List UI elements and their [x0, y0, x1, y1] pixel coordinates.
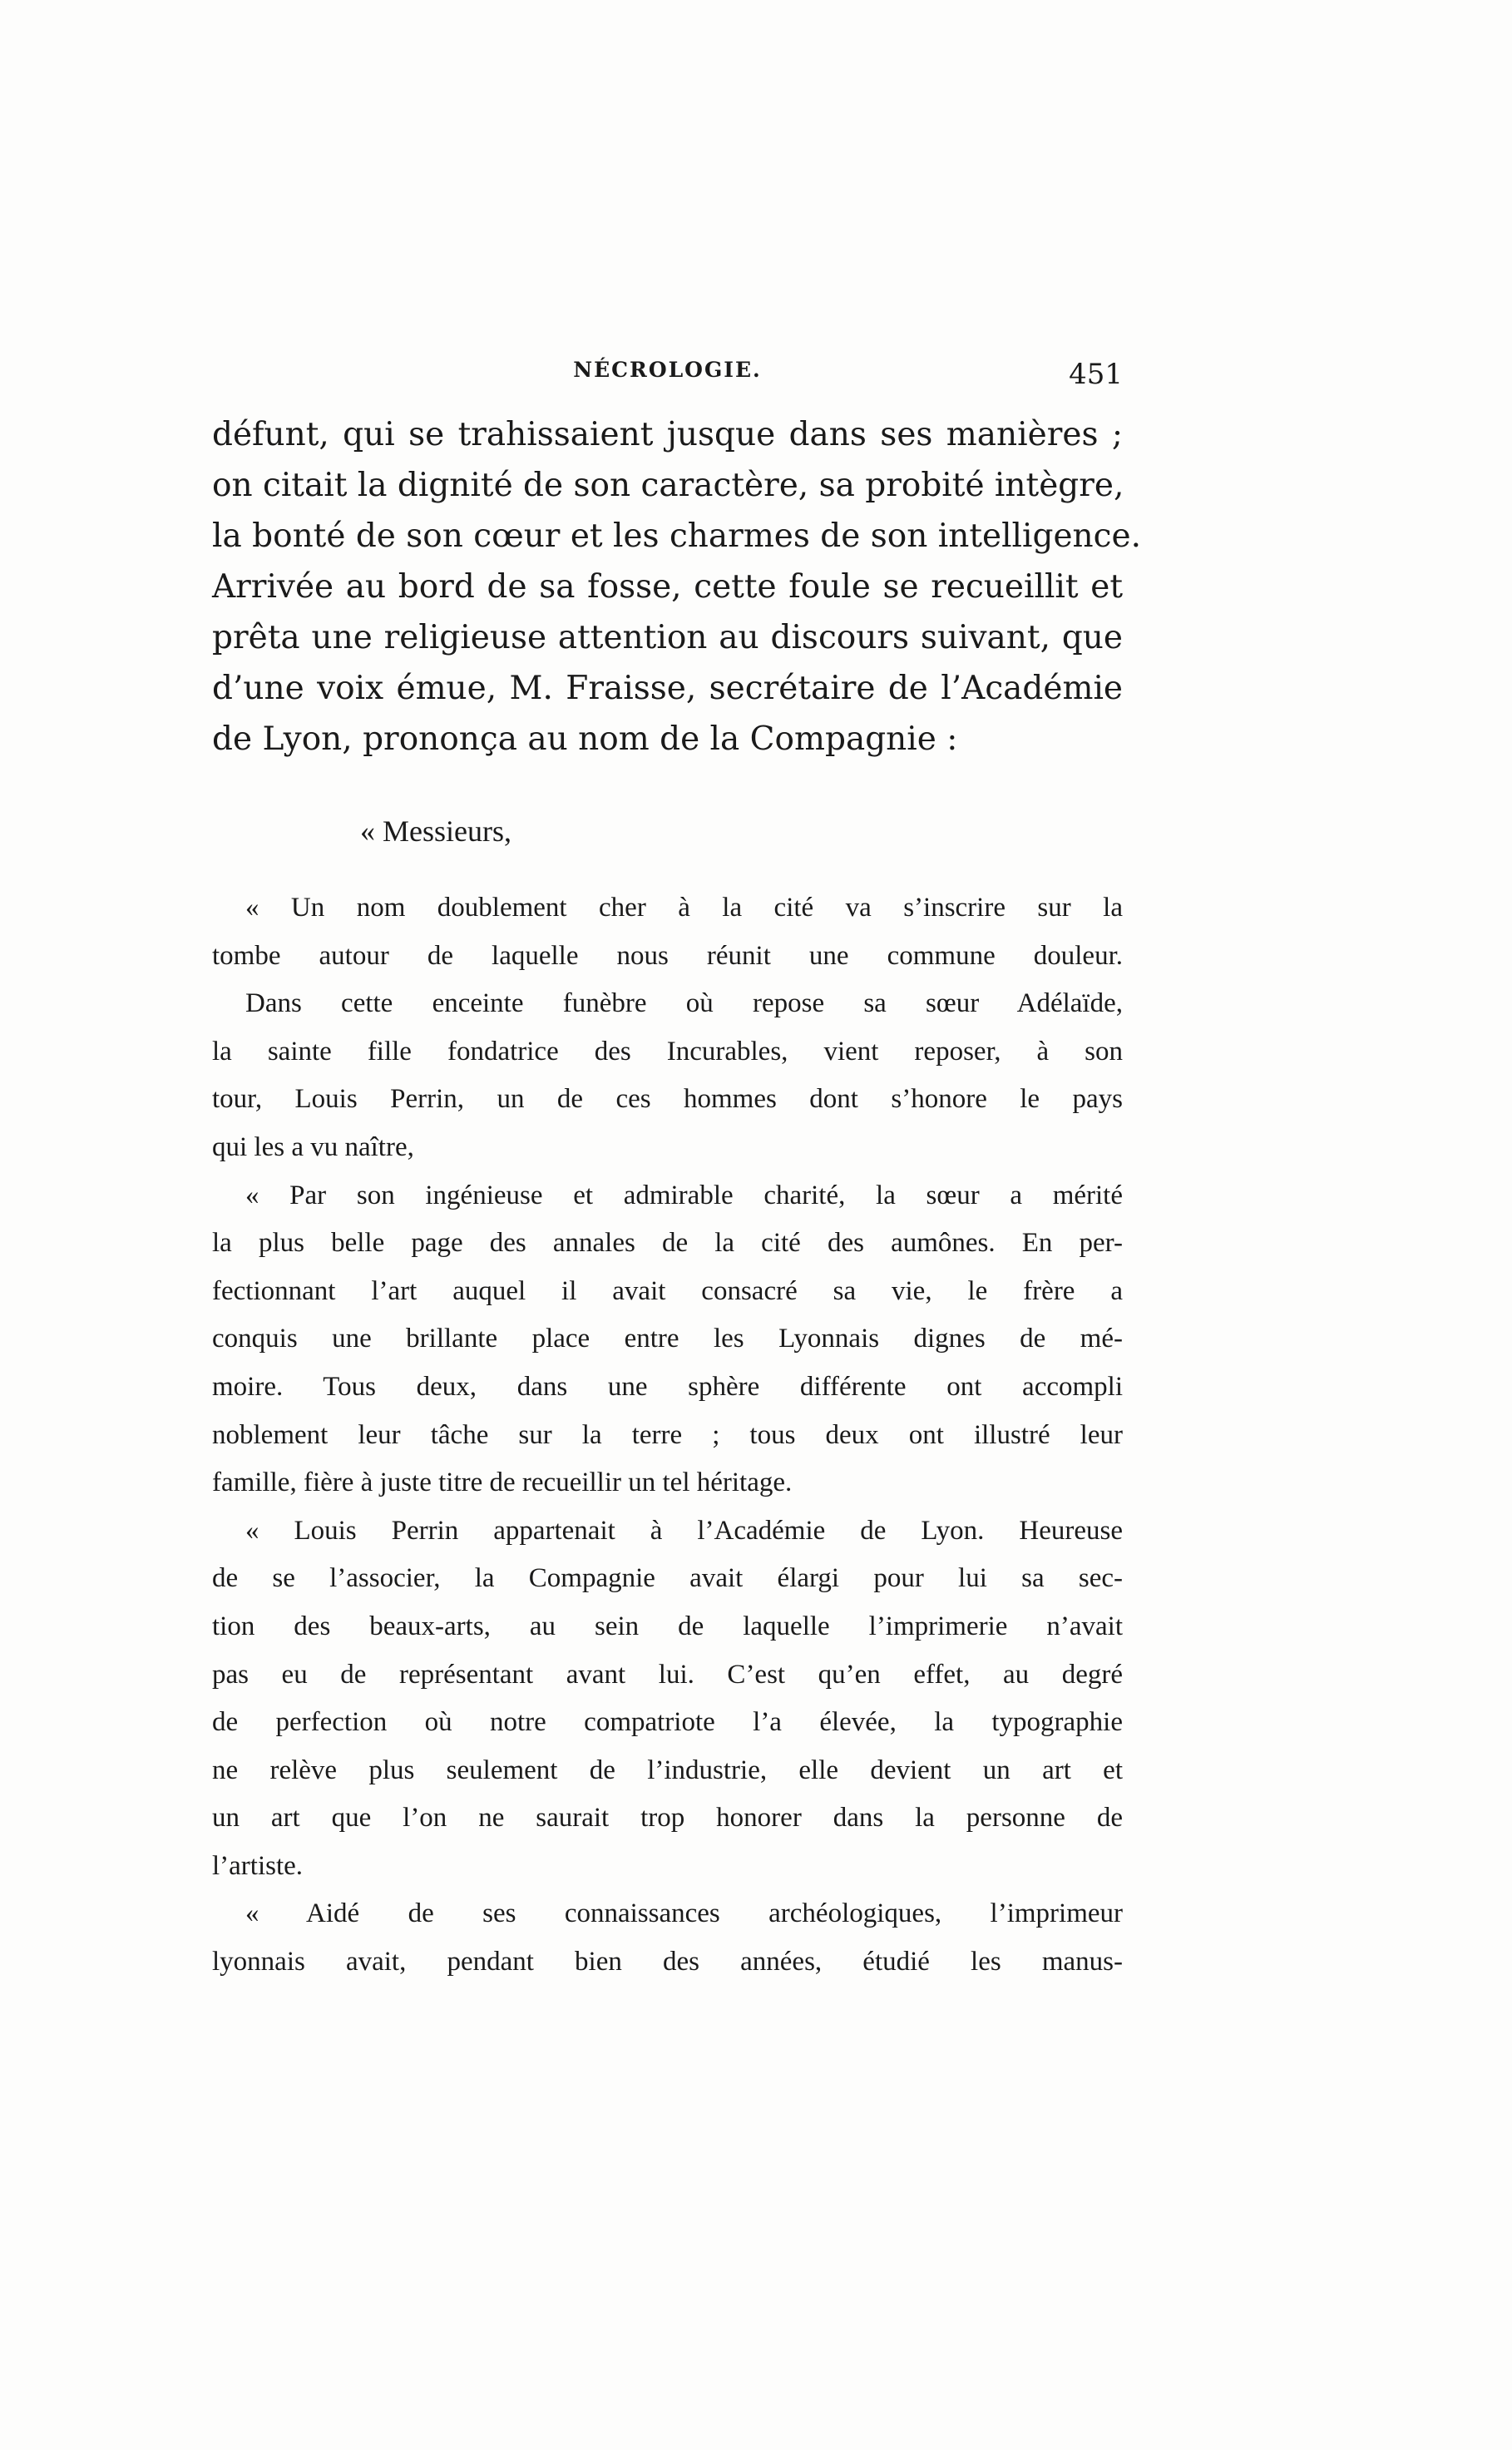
- speech-salutation: « Messieurs,: [360, 814, 511, 848]
- text-line: de perfection où notre compatriote l’a élevée, la typographie: [212, 1707, 1123, 1738]
- text-line: l’artiste.: [212, 1850, 304, 1881]
- text-line: on citait la dignité de son caractère, sa probité intègre,: [212, 467, 1124, 504]
- text-line: moire. Tous deux, dans une sphère différente ont accompli: [212, 1371, 1123, 1402]
- running-title: NÉCROLOGIE.: [573, 358, 762, 382]
- text-line: prêta une religieuse attention au discours suivant, que: [212, 619, 1123, 656]
- text-line: de se l’associer, la Compagnie avait élargi pour lui sa sec-: [212, 1563, 1123, 1594]
- text-line: la bonté de son cœur et les charmes de son intelligence.: [212, 517, 1141, 555]
- text-line: Arrivée au bord de sa fosse, cette foule se recueillit et: [212, 568, 1123, 606]
- text-line: « Un nom doublement cher à la cité va s’inscrire sur la: [245, 893, 1123, 923]
- text-line: ne relève plus seulement de l’industrie, elle devient un art et: [212, 1755, 1123, 1785]
- text-line: « Louis Perrin appartenait à l’Académie de Lyon. Heureuse: [245, 1515, 1123, 1546]
- text-line: tour, Louis Perrin, un de ces hommes dont s’honore le pays: [212, 1084, 1123, 1115]
- text-line: pas eu de représentant avant lui. C’est qu’en effet, au degré: [212, 1659, 1123, 1690]
- text-line: conquis une brillante place entre les Lyonnais dignes de mé-: [212, 1324, 1123, 1354]
- text-line: tion des beaux-arts, au sein de laquelle l’imprimerie n’avait: [212, 1611, 1123, 1641]
- text-line: qui les a vu naître,: [212, 1131, 414, 1162]
- running-head: [212, 358, 1123, 391]
- text-line: « Aidé de ses connaissances archéologiques, l’imprimeur: [245, 1898, 1123, 1929]
- text-line: de Lyon, prononça au nom de la Compagnie :: [212, 720, 958, 758]
- page-number: 451: [1069, 358, 1123, 391]
- text-line: lyonnais avait, pendant bien des années, étudié les manus-: [212, 1947, 1123, 1977]
- text-line: Dans cette enceinte funèbre où repose sa sœur Adélaïde,: [245, 988, 1123, 1019]
- text-line: la plus belle page des annales de la cité des aumônes. En per-: [212, 1228, 1123, 1259]
- text-line: la sainte fille fondatrice des Incurables, vient reposer, à son: [212, 1036, 1123, 1067]
- text-line: d’une voix émue, M. Fraisse, secrétaire de l’Académie: [212, 670, 1123, 707]
- text-line: un art que l’on ne saurait trop honorer dans la personne de: [212, 1803, 1123, 1834]
- paragraph-intro: [212, 409, 1141, 765]
- text-line: famille, fière à juste titre de recueillir un tel héritage.: [212, 1468, 793, 1498]
- text-line: noblement leur tâche sur la terre ; tous deux ont illustré leur: [212, 1419, 1123, 1450]
- text-line: défunt, qui se trahissaient jusque dans ses manières ;: [212, 416, 1123, 453]
- text-line: fectionnant l’art auquel il avait consacré sa vie, le frère a: [212, 1275, 1123, 1306]
- text-line: « Par son ingénieuse et admirable charité, la sœur a mérité: [245, 1180, 1123, 1210]
- speech-body: [212, 884, 1123, 1987]
- text-line: tombe autour de laquelle nous réunit une commune douleur.: [212, 940, 1123, 971]
